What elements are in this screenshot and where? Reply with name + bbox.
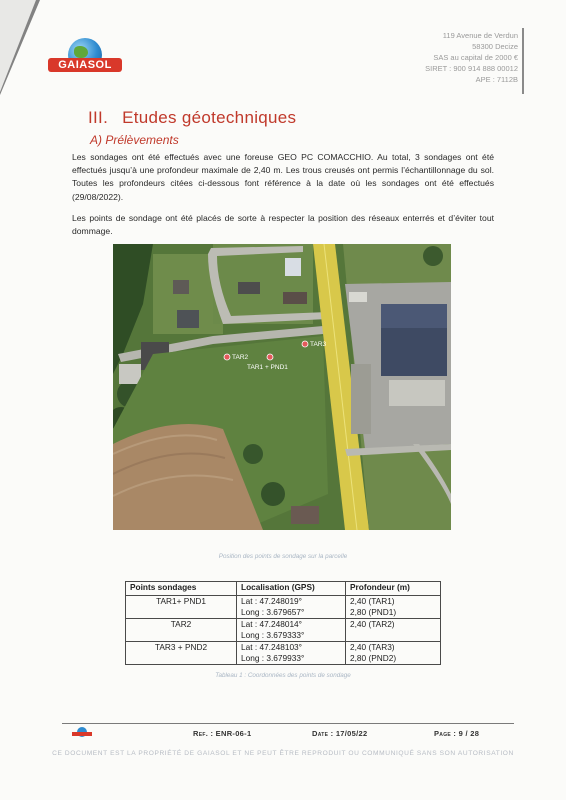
footer-page-number: Page : 9 / 28 — [434, 729, 480, 738]
long-value: Long : 3.679657° — [241, 607, 305, 617]
address-line: SIRET : 900 914 888 00012 — [425, 64, 518, 73]
location-cell — [237, 619, 346, 642]
gaiasol-logo-small — [72, 727, 92, 739]
point-cell: TAR1+ PND1 — [126, 596, 237, 619]
footer-reference: Ref. : ENR-06-1 — [193, 729, 252, 738]
address-line: 119 Avenue de Verdun — [442, 31, 518, 40]
section-number: III. — [88, 108, 109, 127]
table-header-row — [126, 582, 441, 596]
column-header: Profondeur (m) — [346, 582, 441, 596]
address-line: APE : 7112B — [475, 75, 518, 84]
aerial-photo-drawing — [113, 244, 451, 530]
depth-value: 2,80 (PND2) — [350, 653, 397, 663]
point-cell: TAR3 + PND2 — [126, 642, 237, 665]
table-caption: Tableau 1 : Coordonnées des points de sondage — [215, 672, 351, 679]
column-header: Localisation (GPS) — [237, 582, 346, 596]
depth-value: 2,40 (TAR2) — [350, 619, 395, 629]
confidentiality-notice: CE DOCUMENT EST LA PROPRIÉTÉ DE GAIASOL ET NE PEUT ÊTRE REPRODUIT OU COMMUNIQUÉ SANS SON AUTORISATION — [52, 750, 514, 757]
footer-divider — [62, 723, 514, 724]
location-cell — [237, 596, 346, 619]
point-cell: TAR2 — [126, 619, 237, 642]
table-row — [126, 619, 441, 642]
depth-cell — [346, 642, 441, 665]
body-paragraph: Les sondages ont été effectués avec une foreuse GEO PC COMACCHIO. Au total, 3 sondages ont été effectués jusqu’à une profondeur maximale de 2,40 m. Les trous creusés ont permis l’échantillonnage du sol. Toutes les profondeurs citées ci-dessous font référence à la date où les sondages ont été effectués (29/08/2022). — [72, 152, 494, 202]
figure-caption: Position des points de sondage sur la parcelle — [218, 553, 348, 560]
aerial-photo — [113, 244, 451, 530]
page-fold — [0, 0, 36, 92]
section-title: Etudes géotechniques — [122, 108, 297, 127]
body-paragraph: Les points de sondage ont été placés de sorte à respecter la position des réseaux enterrés et d’éviter tout dommage. — [72, 213, 494, 237]
column-header: Points sondages — [126, 582, 237, 596]
lat-value: Lat : 47.248103° — [241, 642, 302, 652]
address-line: 58300 Decize — [472, 42, 518, 51]
depth-cell — [346, 619, 441, 642]
marker-label: TAR1 + PND1 — [247, 364, 288, 371]
marker-label: TAR3 — [310, 341, 327, 348]
gaiasol-logo — [48, 36, 122, 84]
marker-label: TAR2 — [232, 354, 249, 361]
long-value: Long : 3.679333° — [241, 630, 305, 640]
table-row — [126, 642, 441, 665]
long-value: Long : 3.679933° — [241, 653, 305, 663]
gps-table — [125, 581, 441, 665]
location-cell — [237, 642, 346, 665]
company-address — [425, 30, 518, 85]
lat-value: Lat : 47.248014° — [241, 619, 302, 629]
marker-tar2 — [224, 354, 249, 361]
depth-value: 2,40 (TAR1) — [350, 596, 395, 606]
address-line: SAS au capital de 2000 € — [433, 53, 518, 62]
depth-value: 2,40 (TAR3) — [350, 642, 395, 652]
section-heading — [88, 108, 296, 128]
lat-value: Lat : 47.248019° — [241, 596, 302, 606]
address-divider — [522, 28, 524, 94]
footer-date: Date : 17/05/22 — [312, 729, 368, 738]
depth-cell — [346, 596, 441, 619]
table-row — [126, 596, 441, 619]
subsection-heading: A) Prélèvements — [90, 133, 179, 147]
logo-text: GAIASOL — [58, 59, 112, 71]
depth-value: 2,80 (PND1) — [350, 607, 397, 617]
marker-tar3 — [302, 341, 327, 348]
